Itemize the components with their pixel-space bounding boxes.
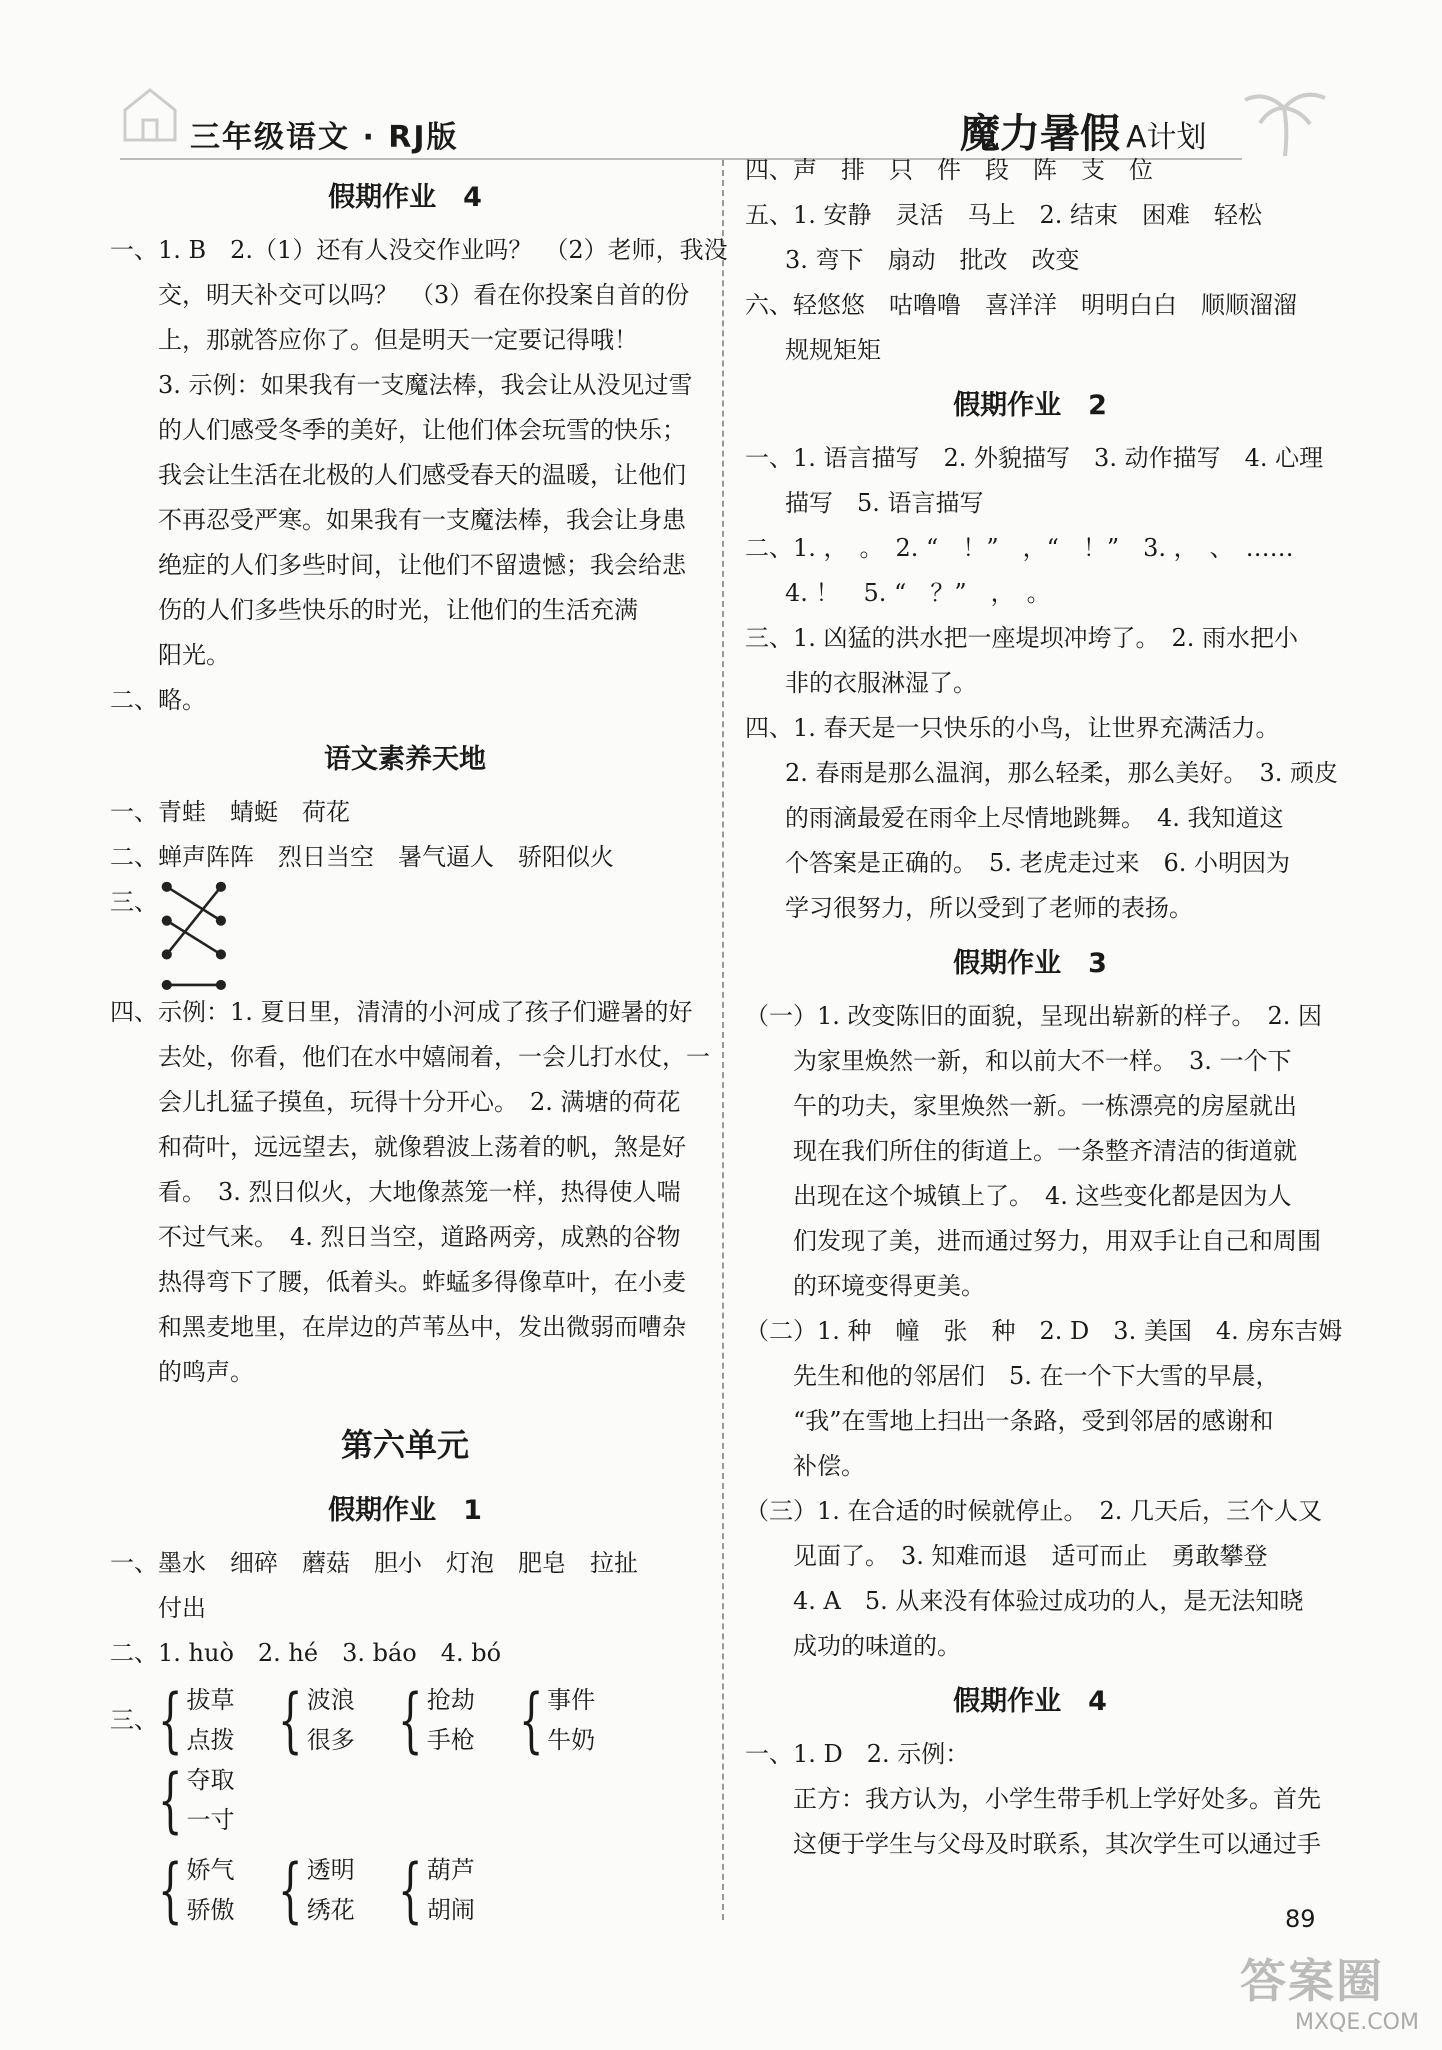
answer-line: 伤的人们多些快乐的时光，让他们的生活充满 <box>158 596 638 624</box>
brace-group: { 葫芦 胡闹 <box>398 1849 475 1931</box>
palm-tree-decoration-icon <box>1240 78 1330 158</box>
answer-line: 绝症的人们多些时间，让他们不留遗憾；我会给悲 <box>158 551 686 579</box>
answer-line: 出现在这个城镇上了。 4. 这些变化都是因为人 <box>793 1182 1292 1210</box>
answer-line: 为家里焕然一新，和以前大不一样。 3. 一个下 <box>793 1047 1292 1075</box>
brace-group: { 抢劫 手枪 <box>398 1679 475 1761</box>
brace-group: { 事件 牛奶 <box>518 1679 596 1761</box>
answer-line: 不过气来。 4. 烈日当空，道路两旁，成熟的谷物 <box>158 1223 681 1251</box>
answer-line: 学习很努力，所以受到了老师的表扬。 <box>785 894 1193 922</box>
answer-line: 的鸣声。 <box>158 1358 254 1386</box>
answer-line: 四、示例：1. 夏日里，清清的小河成了孩子们避暑的好 <box>110 998 693 1026</box>
watermark-logo: 答案圈 <box>1240 1954 1384 2008</box>
brace-word: 波浪 <box>306 1686 355 1714</box>
answer-line: 的雨滴最爱在雨伞上尽情地跳舞。 4. 我知道这 <box>785 804 1284 832</box>
house-decoration-icon <box>115 80 185 150</box>
section-title-hw4: 假期作业 4 <box>328 182 482 213</box>
answer-line: 和黑麦地里，在岸边的芦苇丛中，发出微弱而嘈杂 <box>158 1313 686 1341</box>
brace-word: 绣花 <box>306 1896 355 1924</box>
answer-line: 4. A 5. 从来没有体验过成功的人，是无法知晓 <box>793 1587 1304 1615</box>
answer-line: 一、1. D 2. 示例： <box>745 1740 970 1768</box>
answer-line: 四、1. 春天是一只快乐的小鸟，让世界充满活力。 <box>745 714 1280 742</box>
left-column <box>110 165 728 1931</box>
answer-line: （三）1. 在合适的时候就停止。 2. 几天后，三个人又 <box>745 1497 1323 1525</box>
answer-line: 阳光。 <box>158 641 230 669</box>
answer-line: 先生和他的邻居们 5. 在一个下大雪的早晨， <box>793 1362 1280 1390</box>
answer-line: 去处，你看，他们在水中嬉闹着，一会儿打水仗，一 <box>158 1043 710 1071</box>
answer-line: 见面了。 3. 知难而退 适可而止 勇敢攀登 <box>793 1542 1268 1570</box>
section-title-hw3: 假期作业 3 <box>953 948 1107 979</box>
grade-subject-title: 三年级语文 · RJ版 <box>190 120 459 155</box>
brace-word: 一寸 <box>186 1806 235 1834</box>
brace-word: 胡闹 <box>426 1896 475 1924</box>
answer-line: 我会让生活在北极的人们感受春天的温暖，让他们 <box>158 461 686 489</box>
brace-word: 点拨 <box>186 1726 235 1754</box>
answer-line: 描写 5. 语言描写 <box>785 489 984 517</box>
answer-line: 成功的味道的。 <box>793 1632 961 1660</box>
column-divider <box>722 160 724 1920</box>
answer-line: 的环境变得更美。 <box>793 1272 985 1300</box>
brace-word: 葫芦 <box>426 1856 475 1884</box>
answer-line: 一、墨水 细碎 蘑菇 胆小 灯泡 肥皂 拉扯 <box>110 1549 638 1577</box>
section-title-hw2: 假期作业 2 <box>953 390 1107 421</box>
answer-line: 的人们感受冬季的美好，让他们体会玩雪的快乐； <box>158 416 686 444</box>
brace-word: 手枪 <box>426 1726 475 1754</box>
brace-word: 拔草 <box>186 1686 235 1714</box>
right-column <box>745 148 1343 1867</box>
answer-line: 补偿。 <box>793 1452 865 1480</box>
page-number: 89 <box>1285 1905 1316 1933</box>
answer-line: 3. 示例：如果我有一支魔法棒，我会让从没见过雪 <box>158 371 693 399</box>
answer-line: 热得弯下了腰，低着头。蚱蜢多得像草叶，在小麦 <box>158 1268 686 1296</box>
answer-line: 五、1. 安静 灵活 马上 2. 结束 困难 轻松 <box>745 201 1263 229</box>
answer-line: 六、轻悠悠 咕噜噜 喜洋洋 明明白白 顺顺溜溜 <box>745 291 1297 319</box>
section-title-hw4b: 假期作业 4 <box>953 1686 1107 1717</box>
answer-line: 上，那就答应你了。但是明天一定要记得哦！ <box>158 326 638 354</box>
answer-line: （二）1. 种 幢 张 种 2. D 3. 美国 4. 房东吉姆 <box>745 1317 1343 1345</box>
answer-line: 和荷叶，远远望去，就像碧波上荡着的帆，煞是好 <box>158 1133 686 1161</box>
answer-line: 二、蝉声阵阵 烈日当空 暑气逼人 骄阳似火 <box>110 843 614 871</box>
answer-line: 4. ！ 5. “ ？” ， 。 <box>785 579 1051 607</box>
answer-line: 现在我们所住的街道上。一条整齐清洁的街道就 <box>793 1137 1297 1165</box>
answer-line: 二、1. huò 2. hé 3. báo 4. bó <box>110 1639 502 1667</box>
answer-line: 3. 弯下 扇动 批改 改变 <box>785 246 1080 274</box>
answer-line: 四、声 排 只 件 段 阵 支 位 <box>745 156 1153 184</box>
answer-line: 这便于学生与父母及时联系，其次学生可以通过手 <box>793 1830 1321 1858</box>
answer-line: 交，明天补交可以吗？ （3）看在你投案自首的份 <box>158 281 690 309</box>
answer-line: 三、 <box>110 888 158 916</box>
brace-group: { 波浪 很多 <box>278 1679 355 1761</box>
answer-line: （一）1. 改变陈旧的面貌，呈现出崭新的样子。 2. 因 <box>745 1002 1323 1030</box>
brace-word: 事件 <box>547 1686 596 1714</box>
answer-line: 二、略。 <box>110 686 206 714</box>
answer-line: 个答案是正确的。 5. 老虎走过来 6. 小明因为 <box>785 849 1291 877</box>
brace-word: 抢劫 <box>426 1686 475 1714</box>
answer-line: 看。 3. 烈日似火，大地像蒸笼一样，热得使人喘 <box>158 1178 681 1206</box>
brace-word: 很多 <box>306 1726 355 1754</box>
word-brace-groups <box>110 1680 700 1930</box>
answer-line: 一、1. 语言描写 2. 外貌描写 3. 动作描写 4. 心理 <box>745 444 1324 472</box>
brace-word: 娇气 <box>186 1856 235 1884</box>
unit-title: 第六单元 <box>340 1426 469 1464</box>
brace-word: 夺取 <box>186 1766 235 1794</box>
section-title-ywsy: 语文素养天地 <box>324 744 486 775</box>
answer-line: 正方：我方认为，小学生带手机上学好处多。首先 <box>793 1785 1321 1813</box>
brace-row-1 <box>148 1680 700 1840</box>
brace-group: { 夺取 一寸 <box>158 1759 235 1841</box>
answer-line: 不再忍受严寒。如果我有一支魔法棒，我会让身患 <box>158 506 686 534</box>
answer-line: 三、1. 凶猛的洪水把一座堤坝冲垮了。 2. 雨水把小 <box>745 624 1299 652</box>
matching-lines-diagram <box>154 880 254 990</box>
answer-line: 二、1. ， 。 2. “ ！” ，“ ！” 3. ， 、 …… <box>745 534 1294 562</box>
brace-group: { 透明 绣花 <box>278 1849 355 1931</box>
brace-word: 透明 <box>306 1856 355 1884</box>
answer-line: 付出 <box>158 1594 206 1622</box>
answer-line: 规规矩矩 <box>785 336 881 364</box>
brace-group: { 娇气 骄傲 <box>158 1849 235 1931</box>
watermark-url: MXQE.COM <box>1295 2010 1419 2035</box>
answer-line: 午的功夫，家里焕然一新。一栋漂亮的房屋就出 <box>793 1092 1297 1120</box>
answer-line: 一、1. B 2.（1）还有人没交作业吗？ （2）老师，我没 <box>110 236 728 264</box>
brace-word: 骄傲 <box>186 1896 235 1924</box>
answer-label: 三、 <box>110 1706 158 1734</box>
answer-line: 会儿扎猛子摸鱼，玩得十分开心。 2. 满塘的荷花 <box>158 1088 681 1116</box>
answer-line: “我”在雪地上扫出一条路，受到邻居的感谢和 <box>793 1407 1274 1435</box>
answer-line: 们发现了美，进而通过努力，用双手让自己和周围 <box>793 1227 1321 1255</box>
brand-name: 魔力暑假 <box>960 111 1120 157</box>
answer-line: 非的衣服淋湿了。 <box>785 669 977 697</box>
brace-word: 牛奶 <box>547 1726 596 1754</box>
brand-subtitle: A计划 <box>1126 120 1207 155</box>
brace-group: { 拔草 点拨 <box>158 1679 235 1761</box>
answer-line: 2. 春雨是那么温润，那么轻柔，那么美好。 3. 顽皮 <box>785 759 1339 787</box>
brace-row-2 <box>148 1850 700 1930</box>
section-title-hw1: 假期作业 1 <box>328 1495 482 1526</box>
answer-line: 一、青蛙 蜻蜓 荷花 <box>110 798 350 826</box>
